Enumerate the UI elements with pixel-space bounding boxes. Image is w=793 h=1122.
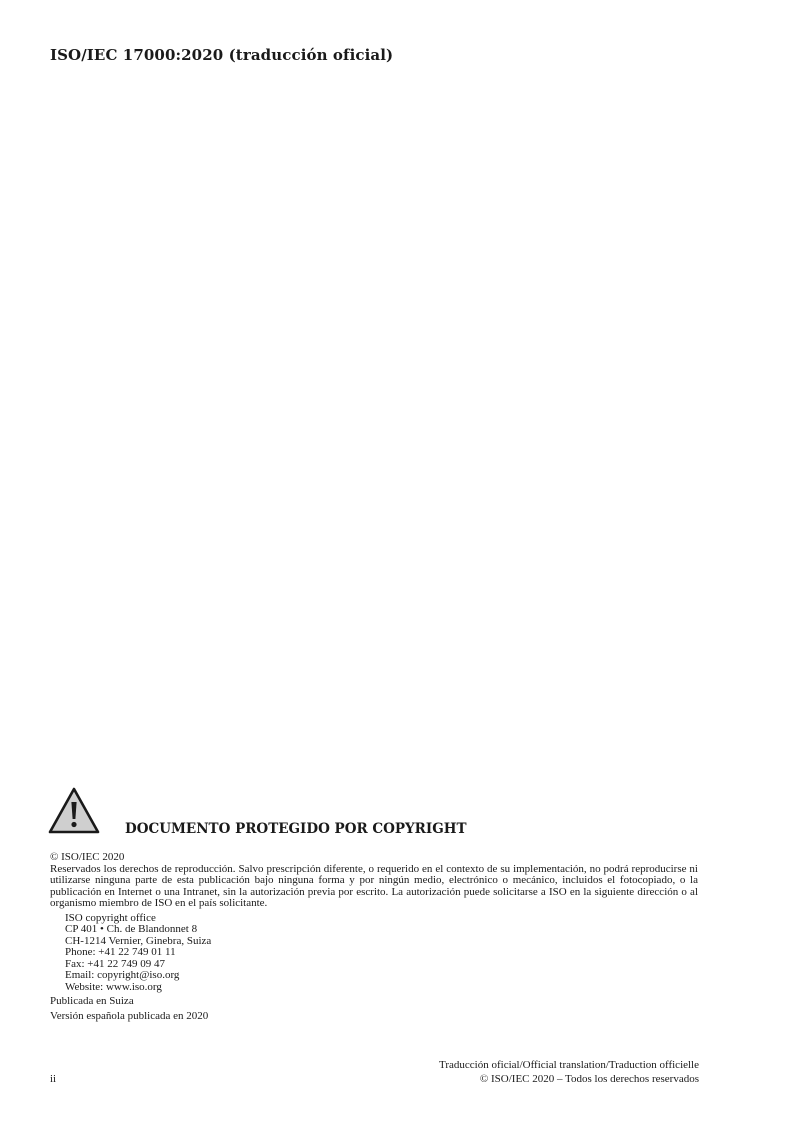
warning-icon <box>47 786 101 836</box>
address-fax: Fax: +41 22 749 09 47 <box>65 957 166 970</box>
copyright-line: © ISO/IEC 2020 <box>50 851 125 863</box>
address-email: Email: copyright@iso.org <box>65 969 180 981</box>
address-website: Website: www.iso.org <box>65 980 162 993</box>
address-po-box: CP 401 • Ch. de Blandonnet 8 <box>65 923 198 935</box>
spanish-version-note: Versión española publicada en 2020 <box>50 1009 209 1022</box>
address-city: CH-1214 Vernier, Ginebra, Suiza <box>65 934 212 947</box>
footer-translation: Traducción oficial/Official translation/Traduction officielle <box>439 1059 699 1071</box>
rights-text: Reservados los derechos de reproducción. Salvo prescripción diferente, o requerido en el contexto de su implementación, no podrá reproducirse ni utilizarse ninguna parte de esta publicación bajo ninguna forma y por ningún medio, electrónico o mecánico, incluidos el fotocopiado, o la publicación en Internet o una Intranet, sin la autorización previa por escrito. La autorización puede solicitarse a ISO en la siguiente dirección o al organismo miembro de ISO en el país solicitante. <box>50 862 698 909</box>
page-header-title: ISO/IEC 17000:2020 (traducción oficial) <box>50 46 394 64</box>
footer-rights: © ISO/IEC 2020 – Todos los derechos reservados <box>479 1073 699 1085</box>
copyright-block <box>50 852 698 1022</box>
page-number: ii <box>50 1073 57 1085</box>
page-footer <box>439 1058 699 1086</box>
address-block <box>65 913 698 994</box>
address-phone: Phone: +41 22 749 01 11 <box>65 946 176 958</box>
published-note: Publicada en Suiza <box>50 995 134 1007</box>
copyright-heading: DOCUMENTO PROTEGIDO POR COPYRIGHT <box>125 821 467 837</box>
address-office: ISO copyright office <box>65 911 156 924</box>
